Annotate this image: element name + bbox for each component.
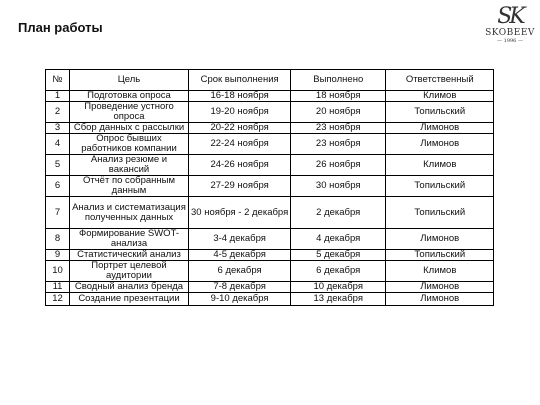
done-date-cell: 10 декабря bbox=[291, 282, 386, 293]
owner-cell: Топильский bbox=[386, 176, 494, 197]
row-number-cell: 12 bbox=[46, 293, 70, 306]
done-date-cell: 6 декабря bbox=[291, 261, 386, 282]
done-date-cell: 26 ноября bbox=[291, 155, 386, 176]
goal-cell: Создание презентации bbox=[70, 293, 189, 306]
table-row bbox=[46, 293, 494, 306]
logo-name: SKOBEEV bbox=[485, 28, 535, 38]
owner-cell: Лимонов bbox=[386, 293, 494, 306]
row-number-cell: 6 bbox=[46, 176, 70, 197]
done-date-cell: 4 декабря bbox=[291, 229, 386, 250]
deadline-cell: 16-18 ноября bbox=[189, 91, 291, 102]
row-number-cell: 9 bbox=[46, 250, 70, 261]
owner-cell: Топильский bbox=[386, 197, 494, 229]
owner-cell: Топильский bbox=[386, 102, 494, 123]
table-row bbox=[46, 134, 494, 155]
table-row bbox=[46, 229, 494, 250]
done-date-cell: 13 декабря bbox=[291, 293, 386, 306]
row-number-cell: 3 bbox=[46, 123, 70, 134]
owner-cell: Лимонов bbox=[386, 134, 494, 155]
done-date-cell: 23 ноября bbox=[291, 134, 386, 155]
owner-cell: Лимонов bbox=[386, 123, 494, 134]
deadline-cell: 3-4 декабря bbox=[189, 229, 291, 250]
done-date-cell: 18 ноября bbox=[291, 91, 386, 102]
owner-cell: Климов bbox=[386, 261, 494, 282]
deadline-cell: 20-22 ноября bbox=[189, 123, 291, 134]
page-title: План работы bbox=[18, 20, 103, 35]
table-row bbox=[46, 91, 494, 102]
table-row bbox=[46, 282, 494, 293]
done-date-cell: 5 декабря bbox=[291, 250, 386, 261]
column-header-owner: Ответственный bbox=[386, 70, 494, 91]
owner-cell: Климов bbox=[386, 91, 494, 102]
row-number-cell: 4 bbox=[46, 134, 70, 155]
row-number-cell: 2 bbox=[46, 102, 70, 123]
goal-cell: Анализ резюме и вакансий bbox=[70, 155, 189, 176]
goal-cell: Сводный анализ бренда bbox=[70, 282, 189, 293]
table-row bbox=[46, 197, 494, 229]
goal-cell: Анализ и систематизация полученных данных bbox=[70, 197, 189, 229]
deadline-cell: 27-29 ноября bbox=[189, 176, 291, 197]
deadline-cell: 19-20 ноября bbox=[189, 102, 291, 123]
row-number-cell: 11 bbox=[46, 282, 70, 293]
goal-cell: Проведение устного опроса bbox=[70, 102, 189, 123]
done-date-cell: 2 декабря bbox=[291, 197, 386, 229]
goal-cell: Опрос бывших работников компании bbox=[70, 134, 189, 155]
table-body bbox=[46, 91, 494, 306]
goal-cell: Подготовка опроса bbox=[70, 91, 189, 102]
table-row bbox=[46, 155, 494, 176]
deadline-cell: 9-10 декабря bbox=[189, 293, 291, 306]
column-header-done: Выполнено bbox=[291, 70, 386, 91]
goal-cell: Статистический анализ bbox=[70, 250, 189, 261]
deadline-cell: 7-8 декабря bbox=[189, 282, 291, 293]
owner-cell: Лимонов bbox=[386, 229, 494, 250]
row-number-cell: 10 bbox=[46, 261, 70, 282]
column-header-goal: Цель bbox=[70, 70, 189, 91]
deadline-cell: 4-5 декабря bbox=[189, 250, 291, 261]
owner-cell: Лимонов bbox=[386, 282, 494, 293]
row-number-cell: 5 bbox=[46, 155, 70, 176]
table-row bbox=[46, 102, 494, 123]
table-row bbox=[46, 261, 494, 282]
column-header-deadline: Срок выполнения bbox=[189, 70, 291, 91]
row-number-cell: 1 bbox=[46, 91, 70, 102]
owner-cell: Климов bbox=[386, 155, 494, 176]
goal-cell: Отчёт по собранным данным bbox=[70, 176, 189, 197]
goal-cell: Портрет целевой аудитории bbox=[70, 261, 189, 282]
column-header-number: № bbox=[46, 70, 70, 91]
work-plan-table bbox=[45, 69, 494, 306]
deadline-cell: 22-24 ноября bbox=[189, 134, 291, 155]
skobeev-logo bbox=[484, 6, 536, 52]
done-date-cell: 30 ноября bbox=[291, 176, 386, 197]
owner-cell: Топильский bbox=[386, 250, 494, 261]
goal-cell: Формирование SWOT-анализа bbox=[70, 229, 189, 250]
table-row bbox=[46, 176, 494, 197]
deadline-cell: 6 декабря bbox=[189, 261, 291, 282]
table-row bbox=[46, 123, 494, 134]
deadline-cell: 24-26 ноября bbox=[189, 155, 291, 176]
deadline-cell: 30 ноября - 2 декабря bbox=[189, 197, 291, 229]
done-date-cell: 23 ноября bbox=[291, 123, 386, 134]
goal-cell: Сбор данных с рассылки bbox=[70, 123, 189, 134]
logo-monogram: SK bbox=[497, 4, 523, 29]
done-date-cell: 20 ноября bbox=[291, 102, 386, 123]
row-number-cell: 8 bbox=[46, 229, 70, 250]
row-number-cell: 7 bbox=[46, 197, 70, 229]
table-header-row bbox=[46, 70, 494, 91]
logo-year: — 1996 — bbox=[497, 38, 523, 44]
table-row bbox=[46, 250, 494, 261]
